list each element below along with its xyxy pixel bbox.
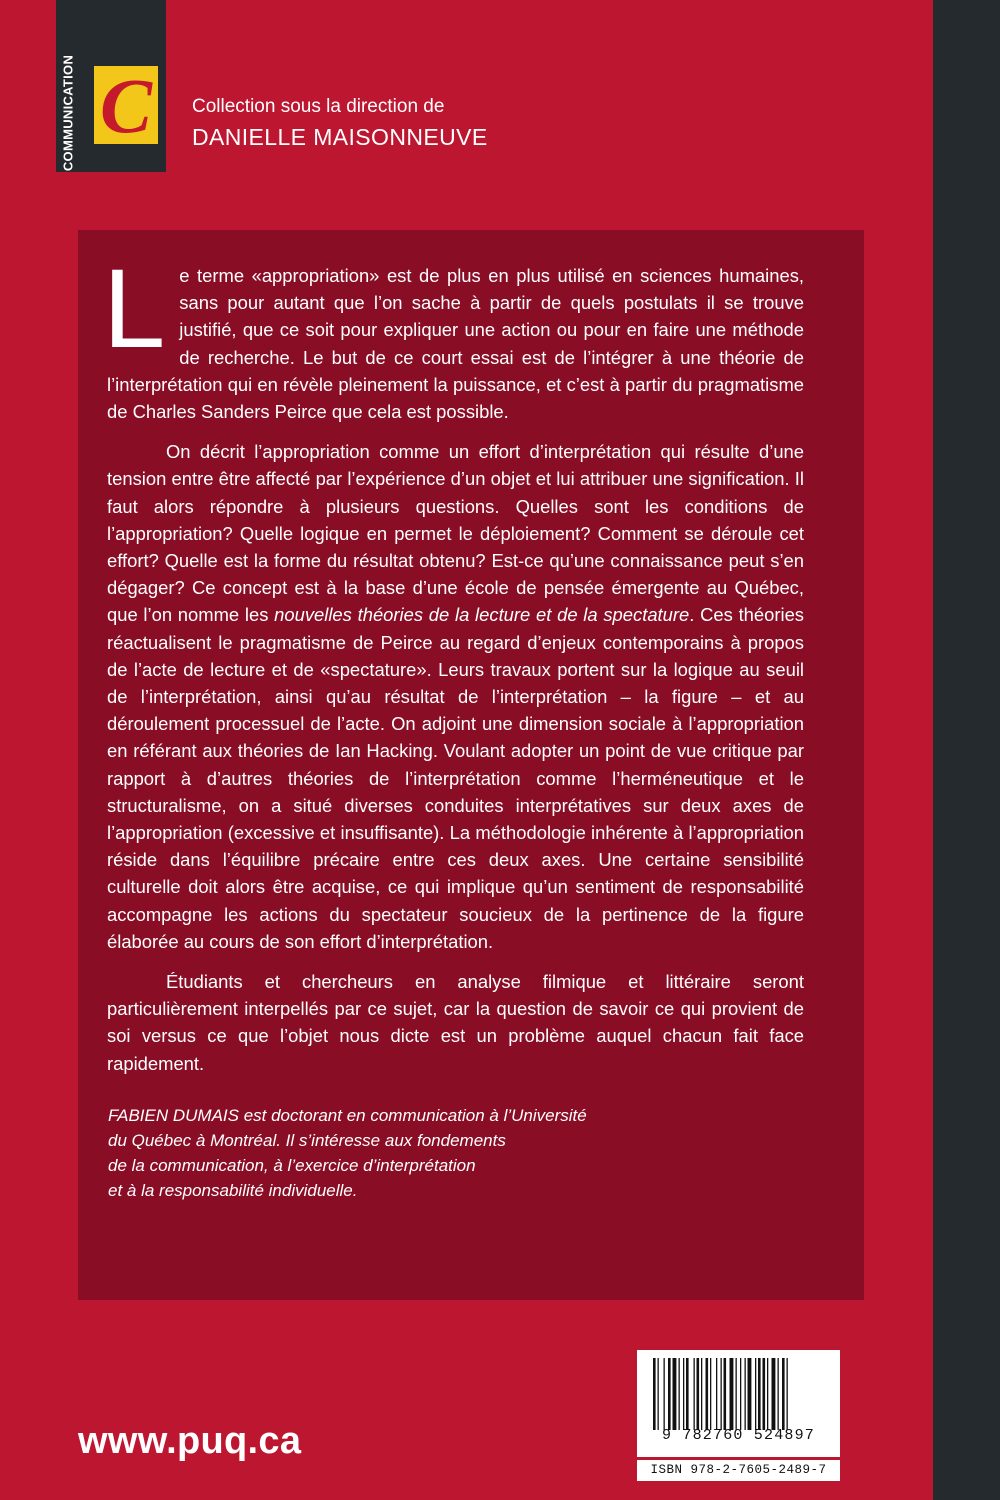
barcode-bar — [730, 1358, 734, 1430]
collection-logo-icon — [94, 66, 158, 144]
barcode-bar — [701, 1358, 702, 1430]
barcode-bar — [710, 1358, 711, 1430]
logo-letter: C — [100, 66, 153, 144]
barcode-bar — [758, 1358, 761, 1430]
barcode-bar — [716, 1358, 717, 1430]
barcode-bar — [706, 1358, 709, 1430]
barcode-bar — [767, 1358, 768, 1430]
barcode-bar — [778, 1358, 779, 1430]
series-director: DANIELLE MAISONNEUVE — [192, 124, 488, 150]
barcode-bar — [772, 1358, 776, 1430]
isbn-label: ISBN 978-2-7605-2489-7 — [637, 1460, 840, 1481]
barcode-number: 9 782760 524897 — [661, 1427, 816, 1444]
barcode-bar — [683, 1358, 684, 1430]
author-bio-line-2: du Québec à Montréal. Il s’intéresse aux fondements — [108, 1131, 506, 1150]
author-bio — [108, 1103, 668, 1203]
author-bio-line-4: et à la responsabilité individuelle. — [108, 1181, 358, 1200]
summary-paragraph-2-italic: nouvelles théories de la lecture et de la spectature — [274, 604, 690, 626]
publisher-website: www.puq.ca — [78, 1420, 302, 1462]
barcode-bar — [668, 1358, 671, 1430]
barcode-bar — [686, 1358, 689, 1430]
barcode-bar — [736, 1358, 737, 1430]
collection-line: Collection sous la direction de — [192, 96, 445, 117]
barcode-bar — [782, 1358, 785, 1430]
barcode-bar — [664, 1358, 665, 1430]
author-bio-line-3: de la communication, à l’exercice d’interprétation — [108, 1156, 476, 1175]
barcode-bar — [697, 1358, 700, 1430]
summary-paragraph-2 — [107, 438, 804, 955]
summary-paragraph-2-part-a: On décrit l’appropriation comme un effort d’interprétation qui résulte d’une tension entre être affecté par l’expérience d’un objet et lui attribuer une signification. Il faut alors répondre à plusieurs questions. Quelles sont les conditions de l’appropriation? Quelle logique en permet le déploiement? Comment se déroule cet effort? Quelle est la forme du résultat obtenu? Est-ce qu’une connaissance peut s’en dégager? Ce concept est à la base d’une école de pensée émergente au Québec, que l’on nomme les — [107, 441, 804, 626]
barcode-bar — [740, 1358, 741, 1430]
barcode-bar — [748, 1358, 752, 1430]
barcode-bar — [787, 1358, 788, 1430]
book-spine-edge — [933, 0, 1000, 1500]
barcode-bar — [721, 1358, 722, 1430]
summary-paragraph-1-text: e terme «appropriation» est de plus en plus utilisé en sciences humaines, sans pour autant que l’on sache à partir de quels postulats il se trouve justifié, que ce soit pour expliquer une action ou pour en faire une méthode de recherche. Le but de ce court essai est de l’intégrer à une théorie de l’interprétation qui en révèle pleinement la puissance, et c’est à partir du pragmatisme de Charles Sanders Peirce que cela est possible. — [107, 265, 804, 423]
barcode-bar — [658, 1358, 659, 1430]
author-bio-line-1: FABIEN DUMAIS est doctorant en communication à l’Université — [108, 1106, 587, 1125]
barcode-bars-icon — [651, 1358, 831, 1430]
series-vertical-text: COMMUNICATION — [60, 54, 76, 171]
summary-paragraph-3: Étudiants et chercheurs en analyse filmique et littéraire seront particulièrement interpellés par ce sujet, car la question de savoir ce qui provient de soi versus ce que l’objet nous dicte est un problème auquel chacun fait face rapidement. — [107, 971, 804, 1074]
barcode-bar — [755, 1358, 756, 1430]
summary-paragraph-1 — [103, 246, 804, 425]
barcode-bar — [745, 1358, 746, 1430]
series-vertical-label — [58, 50, 78, 175]
summary-text — [103, 246, 804, 1077]
barcode-bar — [694, 1358, 695, 1430]
barcode-bar — [673, 1358, 677, 1430]
summary-paragraph-2-part-b: . Ces théories réactualisent le pragmatisme de Peirce au regard d’enjeux contemporains à propos de l’acte de lecture et de «spectature». Leurs travaux portent sur la logique au seuil de l’interprétation, ainsi qu’au résultat de l’interprétation – la figure – et au déroulement processuel de l’acte. On adjoint une dimension sociale à l’appropriation en référant aux théories de Ian Hacking. Voulant adopter un point de vue critique par rapport à d’autres théories de l’interprétation comme l’herméneutique et le structuralisme, on a situé diverses conduites interprétatives sur deux axes de l’appropriation (excessive et insuffisante). La méthodologie inhérente à l’appropriation réside dans l’équilibre précaire entre ces deux axes. Une certaine sensibilité culturelle doit alors être acquise, ce qui implique qu’un sentiment de responsabilité accompagne les actions du spectateur soucieux de la pertinence de la figure élaborée au cours de son effort d’interprétation. — [107, 604, 804, 952]
barcode-bar — [679, 1358, 680, 1430]
barcode-bar — [724, 1358, 727, 1430]
barcode-bar — [763, 1358, 766, 1430]
drop-cap: L — [103, 246, 166, 371]
barcode-bar — [653, 1358, 656, 1430]
barcode — [637, 1350, 840, 1457]
